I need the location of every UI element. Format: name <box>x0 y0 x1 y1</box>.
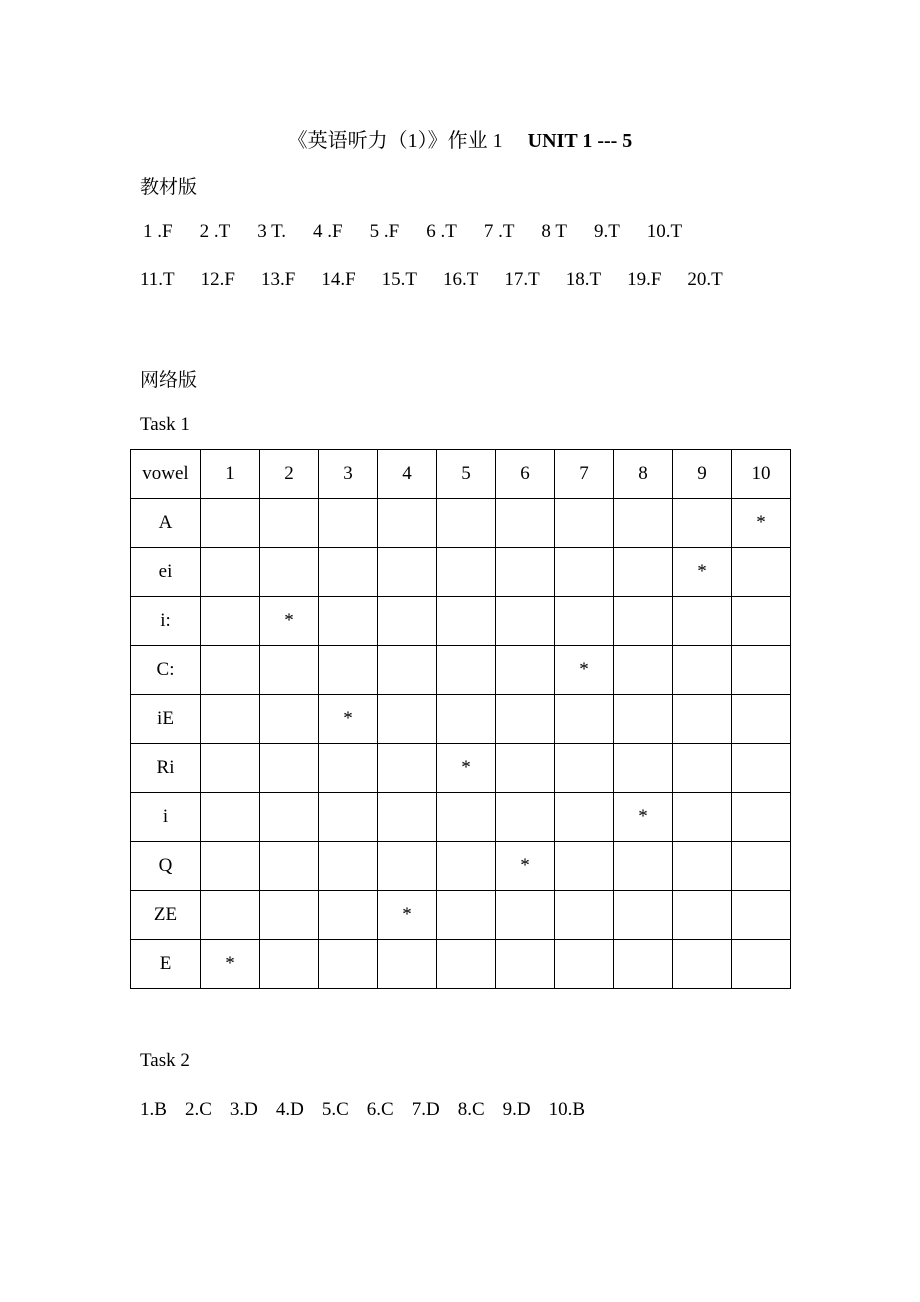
mark-cell <box>732 793 791 842</box>
mark-cell: * <box>673 548 732 597</box>
mark-cell <box>555 548 614 597</box>
mark-cell <box>732 744 791 793</box>
answer-item: 3 T. <box>257 221 287 242</box>
answer-item: 14.F <box>321 269 356 290</box>
mark-cell <box>201 695 260 744</box>
mark-cell <box>260 646 319 695</box>
mark-cell <box>614 499 673 548</box>
mark-cell: * <box>437 744 496 793</box>
answer-item: 18.T <box>565 269 602 290</box>
vowel-cell: Q <box>131 842 201 891</box>
mark-cell <box>673 940 732 989</box>
vowel-cell: C: <box>131 646 201 695</box>
mark-cell <box>260 695 319 744</box>
answer-item: 11.T <box>140 269 175 290</box>
header-cell: 7 <box>555 450 614 499</box>
mark-cell <box>555 499 614 548</box>
mark-cell <box>673 842 732 891</box>
header-cell: 2 <box>260 450 319 499</box>
answer-item: 7.D <box>411 1099 440 1120</box>
mark-cell: * <box>378 891 437 940</box>
mark-cell <box>555 940 614 989</box>
page-title <box>0 124 920 153</box>
mark-cell <box>555 793 614 842</box>
mark-cell <box>319 548 378 597</box>
mark-cell <box>732 548 791 597</box>
mark-cell <box>201 744 260 793</box>
title-unit: UNIT 1 --- 5 <box>527 130 633 152</box>
mark-cell <box>319 744 378 793</box>
mark-cell <box>614 940 673 989</box>
mark-cell <box>319 597 378 646</box>
answer-item: 10.T <box>646 221 683 242</box>
mark-cell <box>378 793 437 842</box>
mark-cell <box>319 940 378 989</box>
mark-cell <box>496 597 555 646</box>
table-row <box>131 695 791 744</box>
mark-cell <box>673 793 732 842</box>
answer-item: 6 .T <box>426 221 457 242</box>
table-header-row <box>131 450 791 499</box>
mark-cell <box>378 940 437 989</box>
answer-item: 8 T <box>541 221 567 242</box>
mark-cell <box>378 842 437 891</box>
table-row <box>131 842 791 891</box>
mark-cell <box>732 597 791 646</box>
mark-cell <box>732 940 791 989</box>
mark-cell <box>496 646 555 695</box>
mark-cell <box>555 597 614 646</box>
answer-item: 9.T <box>593 221 620 242</box>
answer-item: 10.B <box>548 1099 586 1120</box>
table-row <box>131 793 791 842</box>
mark-cell <box>201 891 260 940</box>
mark-cell <box>614 744 673 793</box>
mark-cell <box>201 499 260 548</box>
header-cell: 6 <box>496 450 555 499</box>
mark-cell <box>201 793 260 842</box>
header-cell: 3 <box>319 450 378 499</box>
answer-item: 17.T <box>504 269 540 290</box>
answer-item: 8.C <box>457 1099 485 1120</box>
answer-item: 19.F <box>627 269 662 290</box>
mark-cell <box>496 499 555 548</box>
mark-cell: * <box>201 940 260 989</box>
mark-cell <box>378 548 437 597</box>
mark-cell <box>732 842 791 891</box>
header-cell: 4 <box>378 450 437 499</box>
mark-cell <box>260 940 319 989</box>
mark-cell <box>555 744 614 793</box>
mark-cell <box>378 744 437 793</box>
answer-item: 4 .F <box>313 221 343 242</box>
answer-item: 1 .F <box>143 221 173 242</box>
vowel-cell: ZE <box>131 891 201 940</box>
mark-cell <box>319 499 378 548</box>
mark-cell <box>614 597 673 646</box>
mark-cell <box>378 499 437 548</box>
mark-cell <box>437 940 496 989</box>
mark-cell: * <box>260 597 319 646</box>
mark-cell <box>673 744 732 793</box>
mark-cell <box>732 891 791 940</box>
task2-answers <box>140 1099 603 1121</box>
mark-cell <box>496 940 555 989</box>
table-row <box>131 548 791 597</box>
mark-cell <box>319 842 378 891</box>
vowel-cell: Ri <box>131 744 201 793</box>
mark-cell <box>555 842 614 891</box>
mark-cell <box>319 793 378 842</box>
answer-item: 6.C <box>366 1099 394 1120</box>
mark-cell: * <box>614 793 673 842</box>
vowel-cell: i <box>131 793 201 842</box>
answer-item: 5.C <box>321 1099 349 1120</box>
table-row <box>131 940 791 989</box>
mark-cell <box>201 548 260 597</box>
mark-cell <box>201 597 260 646</box>
answer-item: 15.T <box>381 269 417 290</box>
answer-item: 2 .T <box>199 221 231 242</box>
header-cell: 8 <box>614 450 673 499</box>
table-row <box>131 597 791 646</box>
table-row <box>131 744 791 793</box>
mark-cell <box>319 891 378 940</box>
answer-item: 1.B <box>140 1099 167 1120</box>
mark-cell <box>201 646 260 695</box>
mark-cell <box>614 646 673 695</box>
mark-cell <box>260 891 319 940</box>
mark-cell <box>260 548 319 597</box>
mark-cell: * <box>555 646 614 695</box>
mark-cell <box>496 744 555 793</box>
mark-cell <box>614 695 673 744</box>
table-row <box>131 891 791 940</box>
vowel-cell: iE <box>131 695 201 744</box>
mark-cell <box>555 891 614 940</box>
mark-cell <box>673 499 732 548</box>
answer-item: 20.T <box>687 269 723 290</box>
mark-cell <box>673 597 732 646</box>
header-cell: 10 <box>732 450 791 499</box>
answer-item: 12.F <box>200 269 235 290</box>
vowel-cell: ei <box>131 548 201 597</box>
vowel-table <box>130 449 791 989</box>
answer-item: 13.F <box>260 269 296 290</box>
mark-cell <box>378 646 437 695</box>
mark-cell <box>673 891 732 940</box>
answer-item: 3.D <box>229 1099 258 1120</box>
mark-cell <box>496 548 555 597</box>
mark-cell <box>614 548 673 597</box>
mark-cell <box>437 597 496 646</box>
answer-item: 16.T <box>443 269 479 290</box>
vowel-cell: E <box>131 940 201 989</box>
mark-cell <box>496 891 555 940</box>
mark-cell <box>555 695 614 744</box>
mark-cell: * <box>496 842 555 891</box>
header-cell: 9 <box>673 450 732 499</box>
task2-label: Task 2 <box>140 1050 190 1071</box>
mark-cell <box>673 695 732 744</box>
mark-cell <box>732 695 791 744</box>
header-cell: vowel <box>131 450 201 499</box>
mark-cell <box>260 499 319 548</box>
mark-cell <box>437 499 496 548</box>
answer-item: 7 .T <box>483 221 515 242</box>
mark-cell <box>437 891 496 940</box>
mark-cell <box>201 842 260 891</box>
mark-cell <box>732 646 791 695</box>
mark-cell <box>673 646 732 695</box>
mark-cell <box>437 548 496 597</box>
vowel-cell: A <box>131 499 201 548</box>
mark-cell <box>378 695 437 744</box>
mark-cell <box>319 646 378 695</box>
textbook-heading: 教材版 <box>140 177 198 198</box>
mark-cell: * <box>319 695 378 744</box>
textbook-answers-line2 <box>140 269 749 291</box>
answer-item: 2.C <box>184 1099 212 1120</box>
mark-cell <box>496 793 555 842</box>
mark-cell: * <box>732 499 791 548</box>
mark-cell <box>378 597 437 646</box>
answer-item: 4.D <box>275 1099 304 1120</box>
answer-item: 9.D <box>502 1099 531 1120</box>
textbook-answers-line1 <box>143 221 709 243</box>
mark-cell <box>437 842 496 891</box>
vowel-cell: i: <box>131 597 201 646</box>
task1-label: Task 1 <box>140 414 190 435</box>
mark-cell <box>614 842 673 891</box>
table-row <box>131 646 791 695</box>
mark-cell <box>260 793 319 842</box>
mark-cell <box>614 891 673 940</box>
mark-cell <box>437 695 496 744</box>
header-cell: 1 <box>201 450 260 499</box>
mark-cell <box>437 793 496 842</box>
title-main: 《英语听力（1）》作业 1 <box>287 130 503 152</box>
mark-cell <box>496 695 555 744</box>
mark-cell <box>260 744 319 793</box>
mark-cell <box>260 842 319 891</box>
header-cell: 5 <box>437 450 496 499</box>
answer-item: 5 .F <box>369 221 400 242</box>
online-heading: 网络版 <box>140 370 198 391</box>
table-row <box>131 499 791 548</box>
mark-cell <box>437 646 496 695</box>
